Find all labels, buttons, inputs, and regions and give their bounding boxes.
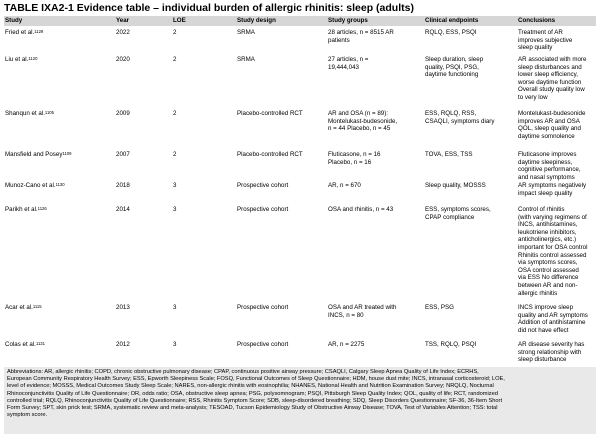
reference-number: 1130 [55,182,65,187]
loe-cell: 3 [173,182,177,189]
loe-cell: 3 [173,304,177,311]
study-groups-cell: AR, n = 2275 [328,341,365,348]
study-cell: Shanqun et al.$^{1105}$ [5,110,54,117]
reference-number: 1129 [34,29,44,34]
study-cell: Fried et al.$^{1129}$ [5,29,44,36]
study-cell: Liu et al.$^{1120}$ [5,56,38,63]
study-design-cell: Prospective cohort [237,206,289,213]
column-header-clinical-endpoints: Clinical endpoints [425,17,479,24]
study-design-cell: Prospective cohort [237,341,289,348]
reference-number: 1109 [62,151,72,156]
study-cell: Parikh et al.$^{1126}$ [5,206,47,213]
study-cell: Colas et al.$^{1131}$ [5,341,45,348]
clinical-endpoints-cell: Sleep duration, sleep quality, PSQI, PSG, daytime functioning [425,56,484,79]
conclusions-cell: AR associated with more sleep disturbances and lower sleep efficiency, worse daytime function Overall study quality low to very low [518,56,587,101]
loe-cell: 3 [173,206,177,213]
study-design-cell: Prospective cohort [237,182,289,189]
reference-number: 1115 [32,304,42,309]
column-header-loe: LOE [173,17,186,24]
table-title: TABLE IXA2-1 Evidence table – individual burden of allergic rhinitis: sleep (adults) [4,2,414,14]
study-groups-cell: 27 articles, n = 19,444,043 [328,56,369,71]
abbreviation-line: controlled trial; RQLQ, Rhinoconjunctivitis Quality of Life Questionnaire; RSS, Rhinitis Symptom Score; SDB, sleep-disordered breathing; SDQ, Sleep Disorders Questionnaire; SF-36, 36-Item Short [7,397,503,404]
study-groups-cell: AR and OSA (n = 89): Montelukast-budesonide, n = 44 Placebo, n = 45 [328,110,398,133]
reference-number: 1120 [28,56,38,61]
year-cell: 2013 [116,304,130,311]
column-header-conclusions: Conclusions [518,17,556,24]
clinical-endpoints-cell: Sleep quality, MOSSS [425,182,486,189]
year-cell: 2018 [116,182,130,189]
reference-number: 1131 [35,341,45,346]
abbreviation-line: Rhinoconjunctivitis Quality of Life Questionnaire; OR, odds ratio; OSA, obstructive sleep apnea; PSG, polysomnogram; PSQI, Pittsburgh Sleep Quality Index; QOL, quality of life; RCT, randomized [7,390,498,397]
abbreviations-footnote [4,367,596,434]
study-cell: Acar et al.$^{1115}$ [5,304,42,311]
column-header-study-design: Study design [237,17,276,24]
loe-cell: 2 [173,29,177,36]
loe-cell: 2 [173,56,177,63]
study-cell: Munoz-Cano et al.$^{1130}$ [5,182,65,189]
study-design-cell: SRMA [237,56,255,63]
abbreviation-line: Form Survey; SPT, skin prick test; SRMA, systematic review and meta-analysis; TESOAD, Tucson Epidemiology Study of Obstructive Airway Disease; TOVA, Test of Variables Attention; TSS: total [7,405,498,412]
conclusions-cell: AR symptoms negatively impact sleep quality [518,182,587,197]
study-cell: Mansfield and Posey$^{1109}$ [5,151,72,158]
clinical-endpoints-cell: ESS, PSG [425,304,454,311]
study-design-cell: SRMA [237,29,255,36]
study-groups-cell: Fluticasone, n = 16 Placebo, n = 16 [328,151,381,166]
reference-number: 1105 [44,110,54,115]
abbreviation-line: level of evidence; MOSSS, Medical Outcomes Study Sleep Scale; NARES, non-allergic rhinitis with eosinophilia; NHANES, National Health and Nutrition Examination Survey; NRQLQ, Nocturnal [7,383,494,390]
year-cell: 2014 [116,206,130,213]
column-header-study: Study [5,17,23,24]
study-groups-cell: AR, n = 670 [328,182,361,189]
clinical-endpoints-cell: TSS, RQLQ, PSQI [425,341,477,348]
abbreviation-line: European Community Respiratory Health Survey; ESS, Epworth Sleepiness Scale; FOSQ, Functional Outcomes of Sleep Questionnaire; HDM, house dust mite; INCS, intranasal corticosteroid; LOE, [7,376,505,383]
year-cell: 2022 [116,29,130,36]
clinical-endpoints-cell: ESS, symptoms scores, CPAP compliance [425,206,491,221]
conclusions-cell: Fluticasone improves daytime sleepiness, cognitive performance, and nasal symptoms [518,151,581,181]
conclusions-cell: AR disease severity has strong relationship with sleep disturbance [518,341,585,364]
clinical-endpoints-cell: RQLQ, ESS, PSQI [425,29,477,36]
loe-cell: 3 [173,341,177,348]
abbreviation-line: Abbreviations: AR, allergic rhinitis; COPD, chronic obstructive pulmonary disease; CPAP, continuous positive airway pressure; CSAQLI, Calgary Sleep Apnea Quality of Life Index; ECRHS, [7,369,479,375]
study-groups-cell: OSA and AR treated with INCS, n = 80 [328,304,397,319]
table-header-background [4,16,596,26]
year-cell: 2020 [116,56,130,63]
year-cell: 2007 [116,151,130,158]
study-design-cell: Placebo-controlled RCT [237,110,303,117]
column-header-study-groups: Study groups [328,17,368,24]
clinical-endpoints-cell: TOVA, ESS, TSS [425,151,473,158]
study-design-cell: Prospective cohort [237,304,289,311]
abbreviation-line: symptom score. [7,412,48,419]
reference-number: 1126 [37,206,47,211]
conclusions-cell: Treatment of AR improves subjective sleep quality [518,29,573,52]
study-design-cell: Placebo-controlled RCT [237,151,303,158]
conclusions-cell: Control of rhinitis (with varying regimens of INCS, antihistamines, leukotriene inhibitors, anticholinergics, etc.) important for OSA control Rhinitis control assessed via symptoms scores, OSA control assessed via ESS No difference between AR and non- allergic rhinitis [518,206,588,297]
conclusions-cell: INCS improve sleep quality and AR symptoms Addition of antihistamine did not have effect [518,304,588,334]
loe-cell: 2 [173,151,177,158]
loe-cell: 2 [173,110,177,117]
study-groups-cell: 28 articles, n = 8515 AR patients [328,29,394,44]
study-groups-cell: OSA and rhinitis, n = 43 [328,206,394,213]
year-cell: 2012 [116,341,130,348]
conclusions-cell: Montelukast-budesonide improves AR and OSA QOL, sleep quality and daytime somnolence [518,110,586,140]
year-cell: 2009 [116,110,130,117]
clinical-endpoints-cell: ESS, RQLQ, RSS, CSAQLI, symptoms diary [425,110,495,125]
column-header-year: Year [116,17,130,24]
